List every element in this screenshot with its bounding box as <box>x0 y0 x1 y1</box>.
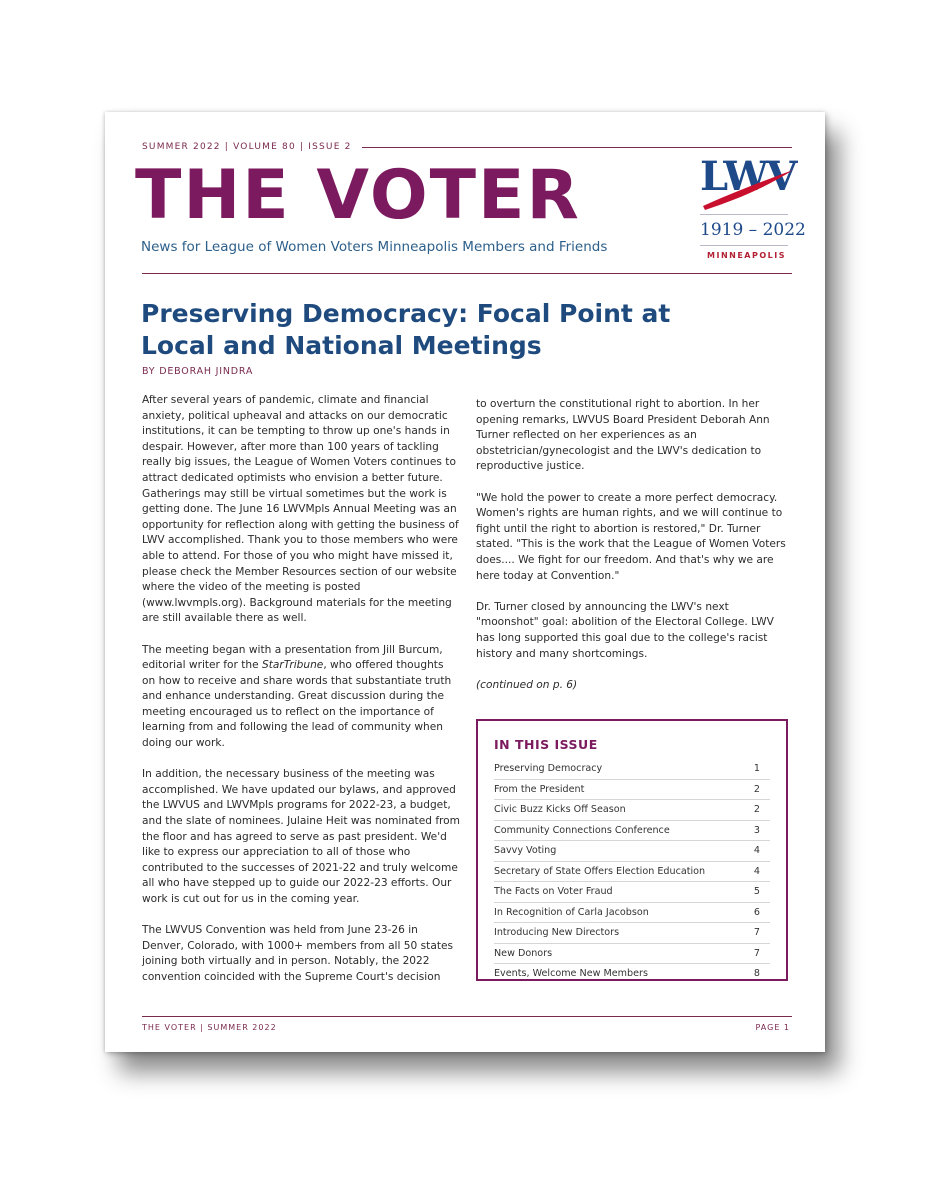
article-paragraph: "We hold the power to create a more perfect democracy. Women's rights are human rights, and we will continue to fight until the right to abortion is restored," Dr. Turner stated. "This is the work that the League of Women Voters does.... We fight for our freedom. And that's why we are here today at Convention." <box>476 491 786 582</box>
footer-page-number: PAGE 1 <box>755 1023 790 1032</box>
toc-item-page: 4 <box>753 845 760 857</box>
logo-years: 1919 – 2022 <box>700 220 806 240</box>
toc-item[interactable] <box>494 923 770 944</box>
header-rule <box>142 273 792 274</box>
toc-item[interactable] <box>494 882 770 903</box>
article-paragraph: In addition, the necessary business of the meeting was accomplished. We have updated our bylaws, and approved the LWVUS and LWVMpls programs for 2022-23, a budget, and the slate of nominees. Julaine Heit was nominated from the floor and has agreed to serve as past president. We'd like to express our appreciation to all of those who contributed to the successes of 2021-22 and truly welcome all who have stepped up to guide our 2022-23 efforts. Our work is cut out for us in the coming year. <box>142 768 460 905</box>
toc-list <box>494 759 770 984</box>
logo-rule-bottom <box>700 245 788 246</box>
footer-publication: THE VOTER | SUMMER 2022 <box>142 1023 277 1032</box>
lwv-logo-letters: LWV <box>700 153 796 200</box>
article-paragraph: to overturn the constitutional right to abortion. In her opening remarks, LWVUS Board President Deborah Ann Turner reflected on her experiences as an obstetrician/gynecologist and the LWV's dedication to reproductive justice. <box>476 398 770 473</box>
toc-item[interactable] <box>494 903 770 924</box>
toc-item[interactable] <box>494 780 770 801</box>
article-paragraph: Dr. Turner closed by announcing the LWV's next "moonshot" goal: abolition of the Electoral College. LWV has long supported this goal due to the college's racist history and many shortcomings. <box>476 600 774 660</box>
toc-item-page: 1 <box>753 763 760 775</box>
footer-rule <box>142 1016 792 1017</box>
continued-text: (continued on p. 6) <box>476 678 578 691</box>
toc-item[interactable] <box>494 759 770 780</box>
toc-item-label: Community Connections Conference <box>494 824 670 836</box>
masthead-title: THE VOTER <box>135 156 581 235</box>
toc-item[interactable] <box>494 944 770 965</box>
article-byline: BY DEBORAH JINDRA <box>142 366 254 377</box>
toc-item[interactable] <box>494 862 770 883</box>
toc-item-label: Secretary of State Offers Election Education <box>494 865 706 877</box>
toc-item[interactable] <box>494 841 770 862</box>
issue-line <box>142 139 792 155</box>
in-this-issue-box <box>476 719 788 981</box>
toc-item-label: Events, Welcome New Members <box>494 968 648 980</box>
article-column-left <box>142 393 460 1001</box>
logo-swoosh-icon <box>695 154 795 214</box>
toc-item-label: New Donors <box>494 947 553 959</box>
issue-info: SUMMER 2022 | VOLUME 80 | ISSUE 2 <box>142 142 352 152</box>
article-column-right <box>476 397 790 709</box>
toc-item-page: 4 <box>753 865 760 877</box>
toc-item-page: 2 <box>753 783 760 795</box>
toc-item-label: In Recognition of Carla Jacobson <box>494 906 649 918</box>
lwv-logo <box>695 153 806 264</box>
toc-item-page: 3 <box>753 824 760 836</box>
article-paragraph <box>142 643 460 752</box>
issue-rule <box>362 147 792 148</box>
paragraph-text: , who offered thoughts on how to receive and share words that substantiate truth and enhance understanding. Great discussion during the meeting encouraged us to reflect on the importance of learning from and following the lead of community when doing our work. <box>142 659 452 750</box>
toc-item[interactable] <box>494 964 770 984</box>
toc-item-page: 7 <box>753 927 760 939</box>
article-paragraph: After several years of pandemic, climate and financial anxiety, political upheaval and attacks on our democratic institutions, it can be tempting to throw up one's hands in despair. However, after more than 100 years of tackling really big issues, the League of Women Voters continues to attract dedicated optimists who envision a better future. Gatherings may still be virtual sometimes but the work is getting done. The June 16 LWVMpls Annual Meeting was an opportunity for reflection along with getting the business of LWV accomplished. Thank you to those members who were able to attend. For those of you who might have missed it, please check the Member Resources section of our website where the video of the meeting is posted (www.lwvmpls.org). Background materials for the meeting are still available there as well. <box>142 394 459 625</box>
article-title: Preserving Democracy: Focal Point at Local and National Meetings <box>141 299 671 360</box>
masthead-tagline: News for League of Women Voters Minneapolis Members and Friends <box>141 239 608 255</box>
toc-item-label: The Facts on Voter Fraud <box>494 886 613 898</box>
toc-item[interactable] <box>494 821 770 842</box>
in-this-issue-title: IN THIS ISSUE <box>494 737 598 752</box>
toc-item-page: 8 <box>753 968 760 980</box>
logo-rule-top <box>700 214 788 215</box>
paragraph-text: The meeting began with a presentation from Jill Burcum, editorial writer for the <box>142 643 443 672</box>
toc-item-label: Introducing New Directors <box>494 927 620 939</box>
toc-item-page: 2 <box>753 804 760 816</box>
toc-item-page: 6 <box>753 906 760 918</box>
logo-city: MINNEAPOLIS <box>707 251 786 260</box>
toc-item-label: Savvy Voting <box>494 845 557 857</box>
publication-name: StarTribune <box>261 659 324 672</box>
toc-item-label: From the President <box>494 783 585 795</box>
toc-item-page: 5 <box>753 886 760 898</box>
article-paragraph: The LWVUS Convention was held from June 23-26 in Denver, Colorado, with 1000+ members from all 50 states joining both virtually and in person. Notably, the 2022 convention coincided with the Supreme Court's decision <box>142 924 454 983</box>
continued-note <box>476 678 790 694</box>
toc-item-label: Civic Buzz Kicks Off Season <box>494 804 626 816</box>
toc-item-label: Preserving Democracy <box>494 763 603 775</box>
toc-item-page: 7 <box>753 947 760 959</box>
toc-item[interactable] <box>494 800 770 821</box>
newsletter-page <box>105 112 825 1052</box>
